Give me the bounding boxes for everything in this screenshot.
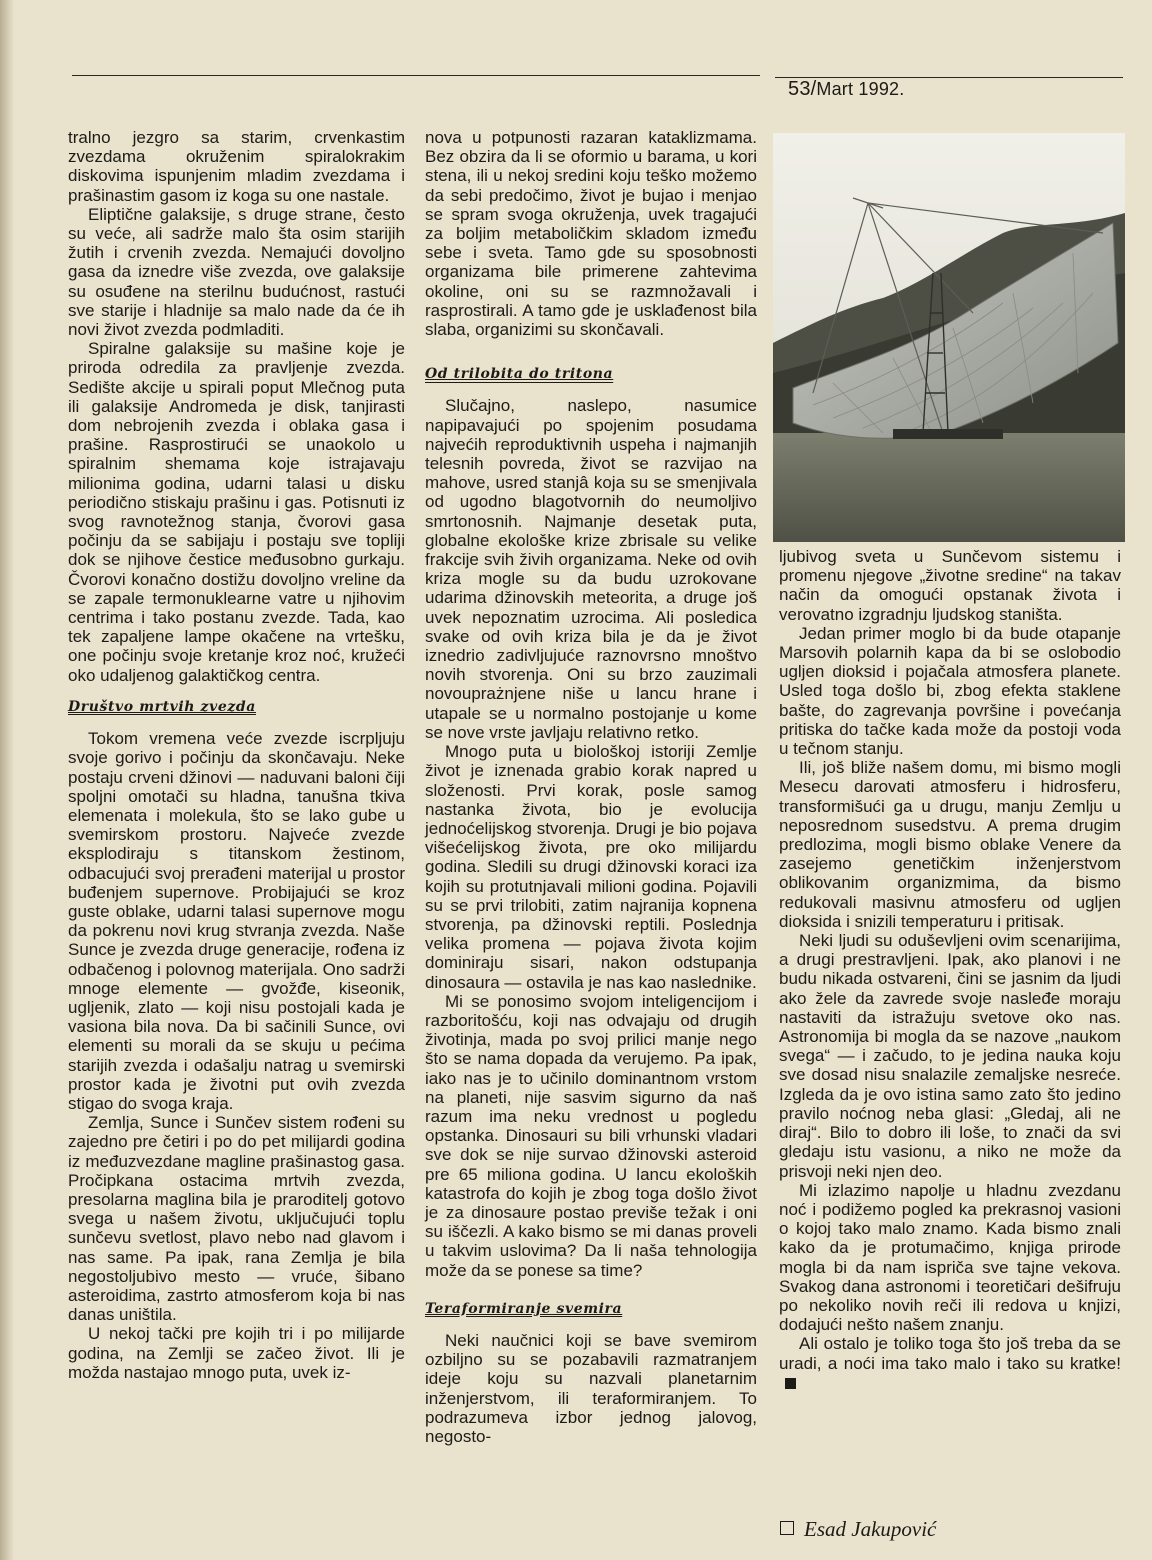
section-heading: Teraformiranje svemira: [425, 1300, 623, 1317]
paragraph: Mi izlazimo napolje u hladnu zvezdanu noć i podižemo pogled ka prekrasnoj vasioni o kojoj tako malo znamo. Kada bismo znali kako da je protumačimo, knjiga prirode mogla bi da nam ispriča sve tajne vekova. Svakog dana astronomi i teoretičari dešifruju po nekoliko novih reči ili redova u knjizi, dodajući nešto našem znanju.: [779, 1180, 1121, 1335]
radio-telescope-photo: [773, 133, 1125, 542]
paragraph: tralno jezgro sa starim, crvenkastim zvezdama okruženim spiralokrakim diskovima ispunjenim mladim zvezdama i prašinastim gasom iz koga su one nastale.: [68, 128, 405, 205]
issue-number: 53/: [788, 78, 817, 100]
issue-label: [788, 78, 904, 101]
column-left: [68, 128, 405, 1382]
paragraph: Ili, još bliže našem domu, mi bismo mogli Mesecu darovati atmosferu i hidrosferu, transformišući ga u drugu, manju Zemlju u neposrednom susedstvu. A prema drugim predlozima, mogli bismo oblake Venere da zasejemo genetičkim inženjerstvom oblikovanim organizmima, da bismo redukovali masivnu atmosferu od ugljen dioksida i snizili temperaturu i pritisak.: [779, 758, 1121, 931]
column-middle: [425, 128, 757, 1446]
paragraph: nova u potpunosti razaran kataklizmama. Bez obzira da li se oformio u barama, u kori stena, ili u nekoj sredini koju teško možemo da sebi predočimo, život je bujao i menjao se spram svoga okruženja, uvek tragajući za boljim metaboličkim skladom između sebe i sveta. Tamo gde su sposobnosti organizama bile primerene zahtevima okoline, oni su se razmnožavali i rasprostirali. A tamo gde je usklađenost bila slaba, organizimi su skončavali.: [425, 128, 757, 340]
paragraph: Zemlja, Sunce i Sunčev sistem rođeni su zajedno pre četiri i po do pet milijardi godina iz međuzvezdane magline prašinastog gasa. Pročipkana ostacima mrtvih zvezda, presolarna maglina bila je praroditelj gotovo svega u našem životu, uključujući toplu sunčevu svetlost, plavo nebo nad glavom i nas same. Pa ipak, rana Zemlja je bila negostoljubivo mesto — vruće, šibano asteroidima, zastrto atmosferom koja bi nas danas uništila.: [68, 1113, 405, 1325]
author-signature: [780, 1517, 936, 1542]
paragraph: Neki naučnici koji se bave svemirom ozbiljno su se pozabavili razmatranjem ideje koju su nazvali planetarnim inženjerstvom, ili teraformiranjem. To podrazumeva izbor jednog jalovog, negosto-: [425, 1330, 757, 1446]
paragraph: U nekoj tački pre kojih tri i po milijarde godina, na Zemlji se začeo život. Ili je možda nastajao mnogo puta, uvek iz-: [68, 1324, 405, 1382]
closing-sentence: Ali ostalo je toliko toga što još treba da se uradi, a noći ima tako malo i tako su kratke!: [779, 1334, 1121, 1373]
paragraph: [779, 1334, 1121, 1392]
paragraph: ljubivog sveta u Sunčevom sistemu i promenu njegove „životne sredine“ na takav način da omogući opstanak života i verovatno izgradnju ljudskog staništa.: [779, 547, 1121, 624]
author-name: Esad Jakupović: [804, 1517, 937, 1541]
section-heading: Društvo mrtvih zvezda: [68, 698, 256, 715]
issue-date: Mart 1992.: [816, 79, 905, 99]
header-rule-left: [72, 75, 760, 76]
paragraph: Neki ljudi su oduševljeni ovim scenarijima, a drugi prestravljeni. Ipak, ako planovi i ne budu nikada ostvareni, čini se jasnim da ljudi ako žele da zavrede svoje nasleđe moraju nastaviti da istražuju svetove oko nas. Astronomija bi mogla da se nazove „naukom svega“ — i začudo, to je jedina nauka koju sve dosad nisu snalazile zemaljske nesreće. Izgleda da je ovo istina samo zato što jedino pravilo noćnog neba glasi: „Gledaj, ali ne diraj“. Bilo to dobro ili loše, to znači da svi gledaju istu vasionu, a niko ne može da prisvoji neki njen deo.: [779, 931, 1121, 1181]
end-of-article-mark: [785, 1378, 796, 1389]
paragraph: Jedan primer moglo bi da bude otapanje Marsovih polarnih kapa da bi se oslobodio ugljen dioksid i pojačala atmosfera planete. Usled toga došlo bi, zbog efekta staklene bašte, do zagrevanja površine i povećanja pritiska do tačke kada može da postoji voda u tečnom stanju.: [779, 623, 1121, 759]
paragraph: Mnogo puta u biološkoj istoriji Zemlje život je iznenada grabio korak napred u složenosti. Prvi korak, posle samog nastanka života, bio je evolucija jednoćelijskog stvorenja. Drugi je bio pojava višećelijskog života, pre oko milijardu godina. Sledili su drugi džinovski koraci iza kojih su protutnjavali milioni godina. Pojavili su se prvi trilobiti, zatim najranija kopnena stvorenja, pa džinovski reptili. Poslednja velika promena — pojava života kojim dominiraju sisari, nakon odstupanja dinosaura — ostavila je nas kao naslednike.: [425, 742, 757, 992]
section-heading: Od trilobita do tritona: [425, 366, 614, 383]
paragraph: Slučajno, naslepo, nasumice napipavajući po spojenim posudama najvećih reproduktivnih uspeha i najmanjih telesnih povreda, život se razvijao na mahove, usred stanjâ koja su se smenjivala od ugodno blagotvornih do neumoljivo smrtonosnih. Najmanje desetak puta, globalne ekološke krize zbrisale su velike frakcije svih živih organizama. Neke od ovih kriza mogle su da budu uzrokovane udarima džinovskih meteorita, a druge još uvek nepoznatim uzrocima. Ali posledica svake od ovih kriza bila je da je život iznedrio zadivljujuće raznovrsno mnoštvo novih stvorenja. Oni su brzo zauzimali novouprażnjene niše u lancu hrane i utapale se u normalno postojanje u kome se nove vrste javljaju relativno retko.: [425, 396, 757, 742]
page-edge: [0, 0, 14, 1560]
signature-box-icon: [780, 1521, 794, 1535]
paragraph: Mi se ponosimo svojom inteligencijom i razboritošću, koji nas odvajaju od drugih životinja, mada po svoj prilici manje nego što se nama dopada da verujemo. Pa ipak, iako nas je to učinilo dominantnom vrstom na planeti, nije sasvim sigurno da naš razum ima neku vrednost u pogledu opstanka. Dinosauri su bili vrhunski vladari sve dok se nije survao džinovski asteroid pre 65 miliona godina. U lancu ekoloških katastrofa do kojih je zbog toga došlo život je za dinosaure postao previše težak i oni su iščezli. A kako bismo se mi danas proveli u takvim uslovima? Da li naša tehnologija može da se ponese sa time?: [425, 991, 757, 1280]
paragraph: Eliptične galaksije, s druge strane, često su veće, ali sadrže malo šta osim starijih žutih i crvenih zvezda. Nemajući dovoljno gasa da iznedre više zvezda, ove galaksije su osuđene na sterilnu budućnost, rastući sve starije i hladnije sa malo nade da će ih novi život zvezda podmladiti.: [68, 204, 405, 340]
paragraph: Spiralne galaksije su mašine koje je priroda odredila za pravljenje zvezda. Sedište akcije u spirali poput Mlečnog puta ili galaksije Andromeda je disk, tanjirasti dom nebrojenih zvezda i oblaka gasa i prašine. Rasprostirući se unaokolo u spiralnim shemama koje istrajavaju milionima godina, udarni talasi u disku periodično stiskaju prašinu i gas. Potisnuti iz svog ravnotežnog stanja, čvorovi gasa počinju da se sabijaju i postaju sve topliji dok se njihove čestice međusobno gurkaju. Čvorovi konačno dostižu dovoljno vreline da se zapale termonuklearne vatre u njihovim centrima i tako postanu zvezde. Tada, kao tek zapaljene lampe okačene na vrtešku, one počinju svoje kretanje kroz noć, kružeći oko udaljenog galaktičkog centra.: [68, 339, 405, 685]
column-right: [779, 547, 1121, 1392]
paragraph: Tokom vremena veće zvezde iscrpljuju svoje gorivo i počinju da skončavaju. Neke postaju crveni džinovi — naduvani baloni čiji spoljni omotači su hladna, tanušna tkiva elemenata i molekula, što se lako gube u svemirskom prostoru. Najveće zvezde eksplodiraju s titanskom žestinom, odbacujući svoj prerađeni materijal u prostor buđenjem supernove. Probijajući se kroz guste oblake, udarni talasi supernove mogu da pokrenu novi krug stvranja zvezda. Naše Sunce je zvezda druge generacije, rođena iz odbačenog i polovnog materijala. Ono sadrži mnoge elemente — gvožđe, kiseonik, ugljenik, zlato — koji nisu postojali kada je vasiona bila nova. Da bi sačinili Sunce, ovi elementi su morali da se skuju u pećima starijih zvezda i odašalju natrag u svemirski prostor kada je životni put ovih zvezda stigao do svoga kraja.: [68, 729, 405, 1113]
